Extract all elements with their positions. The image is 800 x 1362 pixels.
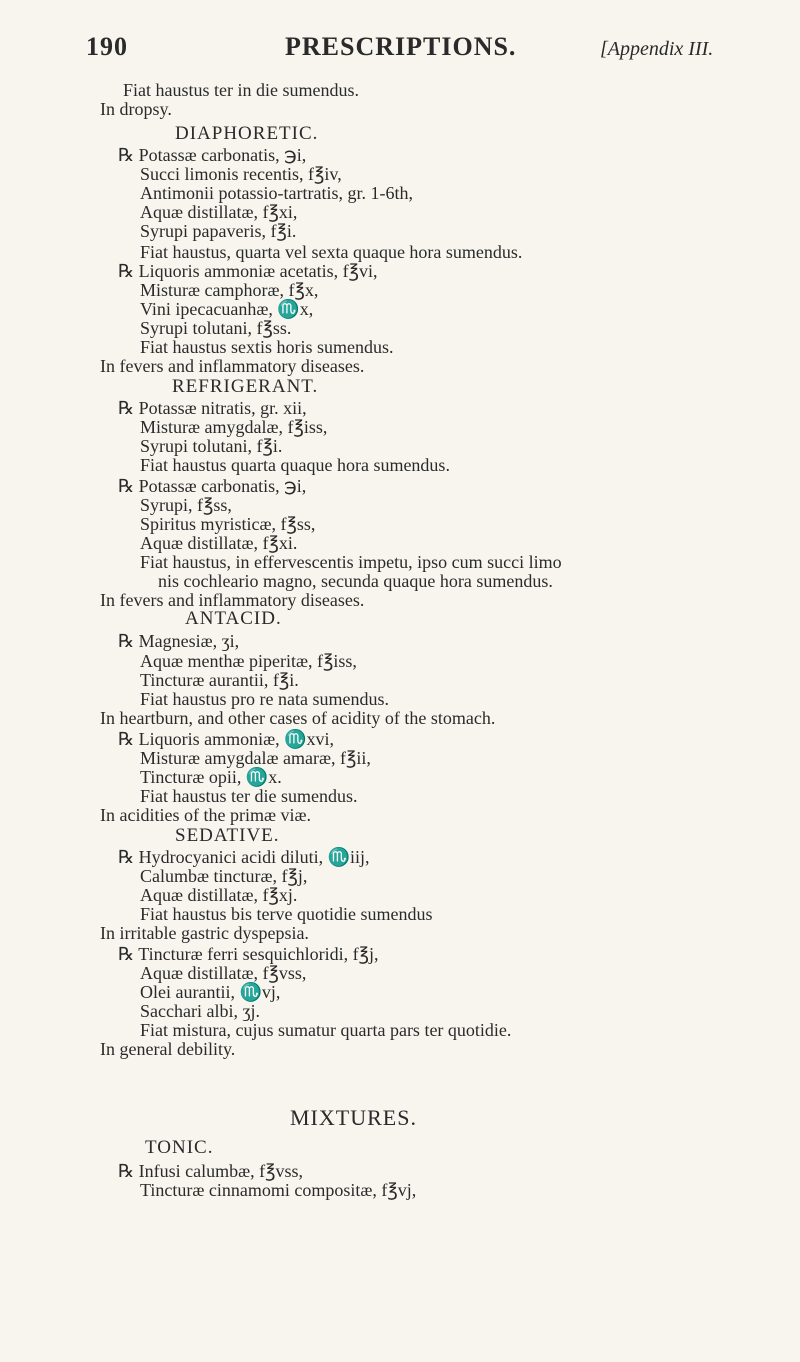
text-line: Antimonii potassio-tartratis, gr. 1-6th,: [140, 183, 413, 203]
section-heading: MIXTURES.: [290, 1105, 417, 1130]
text-line: In general debility.: [100, 1039, 236, 1059]
text-line: Calumbæ tincturæ, f℥j,: [140, 866, 308, 886]
section-heading: SEDATIVE.: [175, 825, 280, 846]
text-line: ℞ Liquoris ammoniæ acetatis, f℥vi,: [118, 261, 378, 281]
text-line: Misturæ amygdalæ, f℥iss,: [140, 417, 328, 437]
text-line: Misturæ camphoræ, f℥x,: [140, 280, 319, 300]
text-line: Misturæ amygdalæ amaræ, f℥ii,: [140, 748, 371, 768]
text-line: ℞ Tincturæ ferri sesquichloridi, f℥j,: [118, 944, 379, 964]
section-heading: TONIC.: [145, 1137, 214, 1158]
page-header: [0, 28, 800, 68]
text-line: Sacchari albi, ʒj.: [140, 1001, 260, 1021]
text-line: In fevers and inflammatory diseases.: [100, 356, 365, 376]
text-line: Fiat haustus ter die sumendus.: [140, 786, 358, 806]
text-line: Aquæ distillatæ, f℥xi.: [140, 533, 298, 553]
text-line: Fiat haustus sextis horis sumendus.: [140, 337, 394, 357]
text-line: ℞ Potassæ nitratis, gr. xii,: [118, 398, 307, 418]
text-line: Aquæ distillatæ, f℥xj.: [140, 885, 298, 905]
text-line: Fiat haustus pro re nata sumendus.: [140, 689, 389, 709]
text-line: Olei aurantii, ♏vj,: [140, 982, 281, 1002]
text-line: ℞ Magnesiæ, ʒi,: [118, 631, 240, 651]
text-line: ℞ Potassæ carbonatis, ℈i,: [118, 145, 307, 165]
text-line: Fiat haustus, in effervescentis impetu, ipso cum succi limo: [140, 552, 562, 572]
text-line: In irritable gastric dyspepsia.: [100, 923, 309, 943]
section-heading: ANTACID.: [185, 608, 282, 629]
text-line: Spiritus myristicæ, f℥ss,: [140, 514, 316, 534]
text-line: Succi limonis recentis, f℥iv,: [140, 164, 342, 184]
text-line: ℞ Hydrocyanici acidi diluti, ♏iij,: [118, 847, 370, 867]
text-line: In dropsy.: [100, 99, 172, 119]
text-line: Fiat haustus ter in die sumendus.: [123, 80, 359, 100]
text-line: Aquæ menthæ piperitæ, f℥iss,: [140, 651, 357, 671]
text-line: Tincturæ cinnamomi compositæ, f℥vj,: [140, 1180, 417, 1200]
text-line: Fiat haustus, quarta vel sexta quaque hora sumendus.: [140, 242, 523, 262]
section-label: [Appendix III.: [600, 38, 714, 60]
text-line: In heartburn, and other cases of acidity of the stomach.: [100, 708, 496, 728]
text-line: In fevers and inflammatory diseases.: [100, 590, 365, 610]
text-line: Syrupi, f℥ss,: [140, 495, 232, 515]
text-line: ℞ Potassæ carbonatis, ℈i,: [118, 476, 307, 496]
page-number: 190: [86, 32, 128, 61]
text-line: Tincturæ opii, ♏x.: [140, 767, 282, 787]
text-line: Fiat mistura, cujus sumatur quarta pars ter quotidie.: [140, 1020, 512, 1040]
section-heading: REFRIGERANT.: [172, 376, 319, 397]
section-heading: DIAPHORETIC.: [175, 123, 319, 144]
text-line: Aquæ distillatæ, f℥vss,: [140, 963, 307, 983]
text-line: Syrupi tolutani, f℥ss.: [140, 318, 292, 338]
text-line: Syrupi papaveris, f℥i.: [140, 221, 297, 241]
text-line: Vini ipecacuanhæ, ♏x,: [140, 299, 314, 319]
text-line: Syrupi tolutani, f℥i.: [140, 436, 283, 456]
text-line: Aquæ distillatæ, f℥xi,: [140, 202, 298, 222]
text-line: Tincturæ aurantii, f℥i.: [140, 670, 299, 690]
text-line: ℞ Liquoris ammoniæ, ♏xvi,: [118, 729, 335, 749]
text-line: Fiat haustus bis terve quotidie sumendus: [140, 904, 433, 924]
text-line: nis cochleario magno, secunda quaque hora sumendus.: [158, 571, 553, 591]
text-line: ℞ Infusi calumbæ, f℥vss,: [118, 1161, 304, 1181]
running-title: PRESCRIPTIONS.: [285, 32, 517, 61]
text-line: Fiat haustus quarta quaque hora sumendus.: [140, 455, 450, 475]
text-line: In acidities of the primæ viæ.: [100, 805, 311, 825]
